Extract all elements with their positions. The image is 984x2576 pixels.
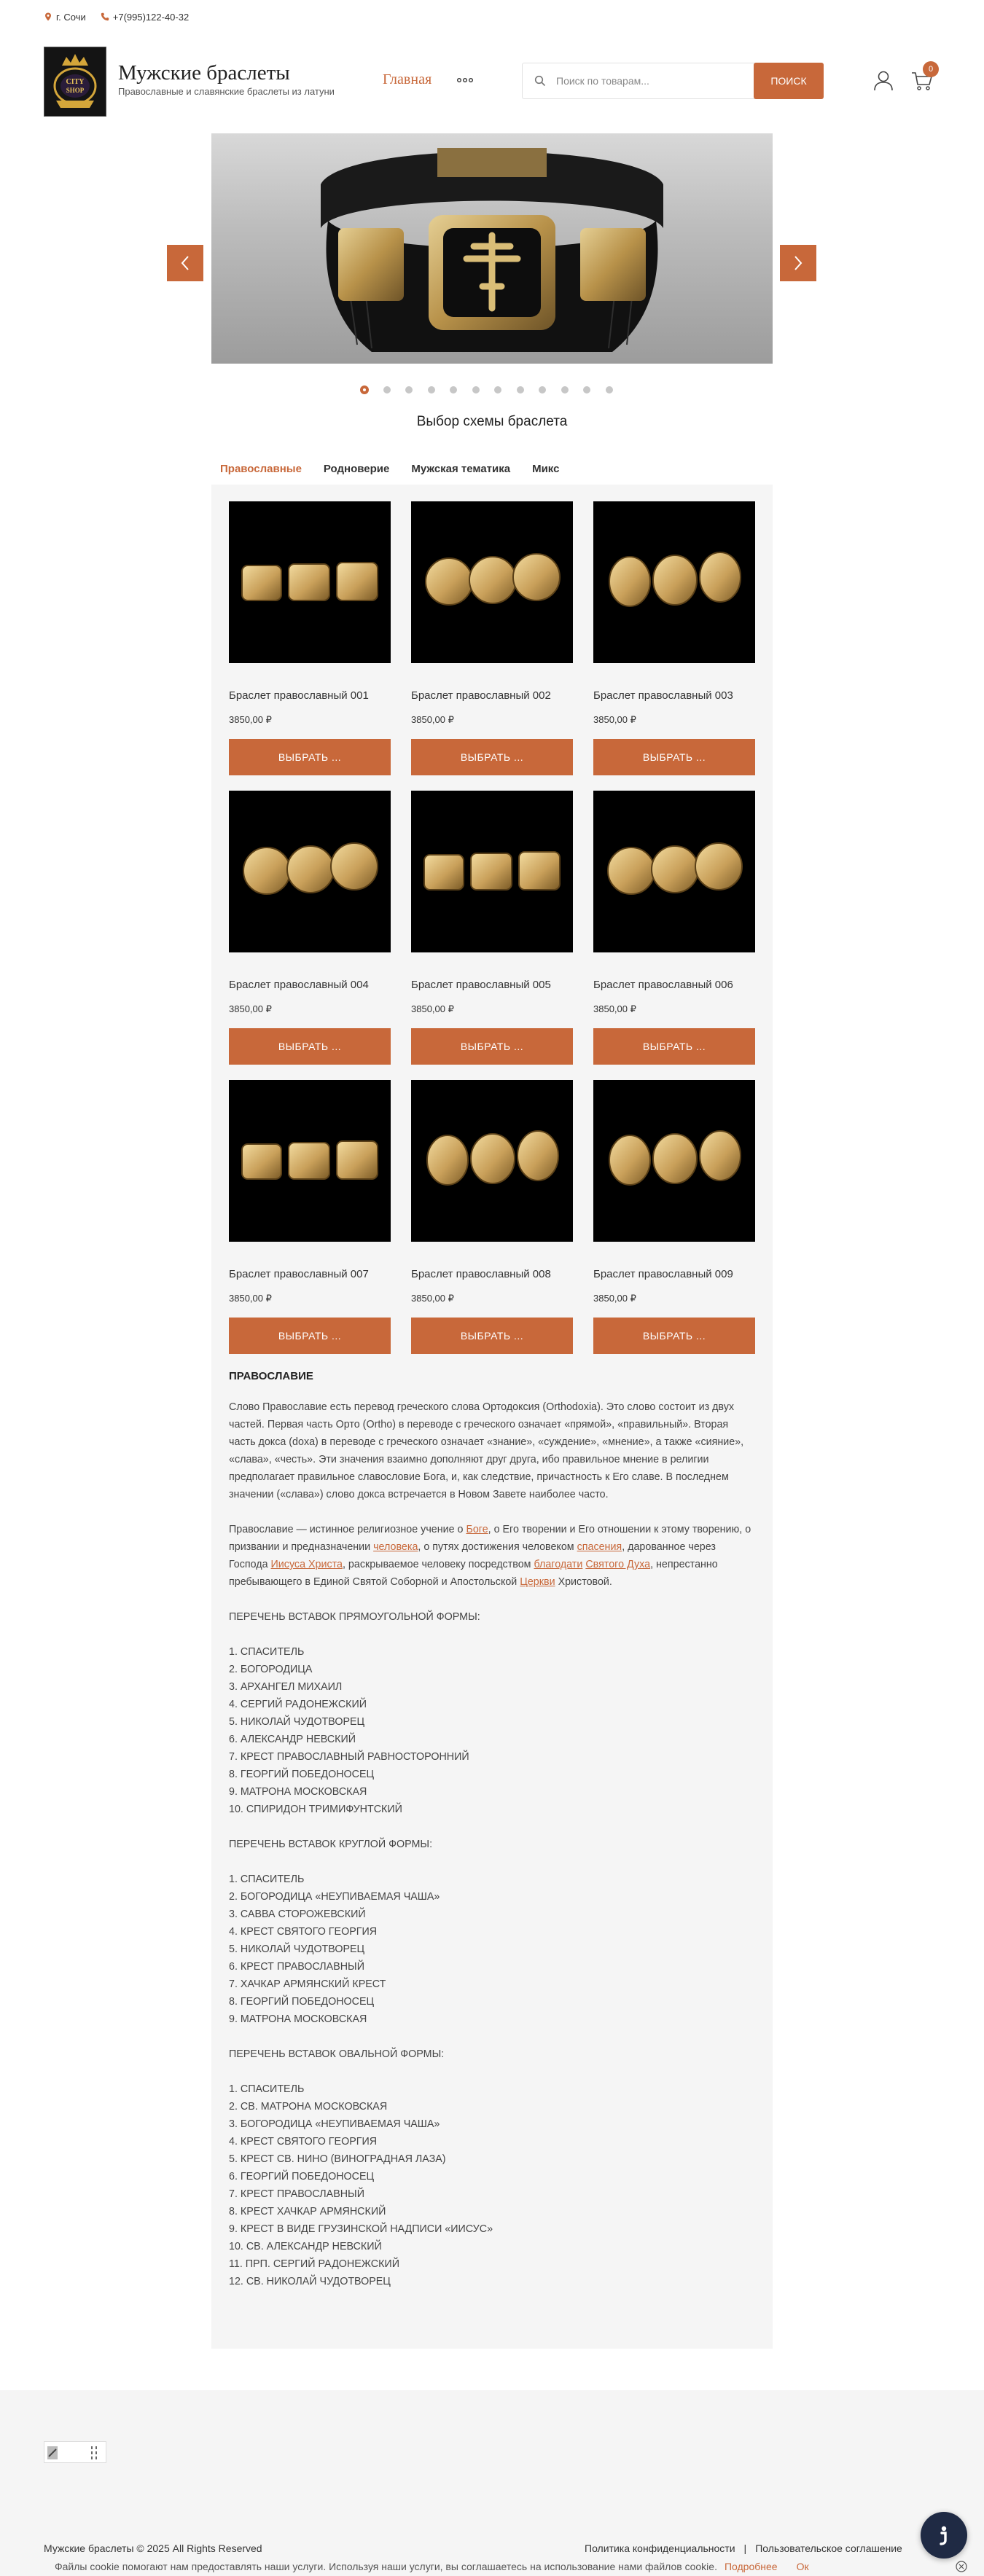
- list-item: 5. КРЕСТ СВ. НИНО (ВИНОГРАДНАЯ ЛАЗА): [229, 2153, 446, 2165]
- text-fragment: Православие — истинное религиозное учение о: [229, 1524, 466, 1535]
- select-product-button[interactable]: ВЫБРАТЬ ...: [229, 1028, 391, 1065]
- link-jesus-christ[interactable]: Иисуса Христа: [270, 1559, 343, 1570]
- counter-widget-icon: [44, 2442, 107, 2464]
- footer-widget[interactable]: [44, 2441, 106, 2463]
- list-item: 3. САВВА СТОРОЖЕВСКИЙ: [229, 1908, 366, 1920]
- product-card: [593, 501, 755, 763]
- list-item: 2. БОГОРОДИЦА «НЕУПИВАЕМАЯ ЧАША»: [229, 1891, 440, 1903]
- slider-dot[interactable]: [428, 386, 435, 394]
- list-item: 9. МАТРОНА МОСКОВСКАЯ: [229, 1786, 367, 1798]
- footer-copyright: Мужские браслеты © 2025 All Rights Reserved: [44, 2542, 262, 2554]
- svg-text:CITY: CITY: [66, 78, 85, 86]
- list-item: 7. КРЕСТ ПРАВОСЛАВНЫЙ: [229, 2188, 364, 2200]
- product-card: [229, 791, 391, 1052]
- list-item: 12. СВ. НИКОЛАЙ ЧУДОТВОРЕЦ: [229, 2276, 391, 2287]
- search-button[interactable]: ПОИСК: [754, 63, 824, 99]
- product-name[interactable]: Браслет православный 005: [411, 979, 551, 991]
- list-item: 5. НИКОЛАЙ ЧУДОТВОРЕЦ: [229, 1716, 365, 1728]
- select-product-button[interactable]: ВЫБРАТЬ ...: [411, 739, 573, 775]
- product-name[interactable]: Браслет православный 009: [593, 1268, 733, 1280]
- list-item: 7. ХАЧКАР АРМЯНСКИЙ КРЕСТ: [229, 1978, 386, 1990]
- text-fragment: , о путях достижения человеком: [418, 1541, 577, 1553]
- cookie-text: Файлы cookie помогают нам предоставлять наши услуги. Используя наши услуги, вы соглашаетесь на использование нами файлов cookie.: [55, 2560, 717, 2572]
- cart-count-badge: 0: [923, 61, 939, 77]
- brand-block: [118, 61, 335, 97]
- slider-dots: [361, 386, 628, 394]
- select-product-button[interactable]: ВЫБРАТЬ ...: [593, 1028, 755, 1065]
- link-salvation[interactable]: спасения: [577, 1541, 622, 1553]
- product-price: 3850,00 ₽: [593, 714, 636, 725]
- list-item: 8. ГЕОРГИЙ ПОБЕДОНОСЕЦ: [229, 1996, 375, 2008]
- text-fragment: , о Его творении и Его отношении к этому творению, о призвании и предназначении: [229, 1524, 751, 1553]
- product-name[interactable]: Браслет православный 002: [411, 689, 551, 702]
- text-fragment: Христовой.: [555, 1576, 612, 1588]
- product-card: [411, 791, 573, 1052]
- product-image[interactable]: [229, 501, 391, 663]
- select-product-button[interactable]: ВЫБРАТЬ ...: [411, 1318, 573, 1354]
- list-item: 3. АРХАНГЕЛ МИХАИЛ: [229, 1681, 343, 1693]
- product-image[interactable]: [593, 1080, 755, 1242]
- list-item: 4. КРЕСТ СВЯТОГО ГЕОРГИЯ: [229, 2136, 378, 2148]
- terms-link[interactable]: Пользовательское соглашение: [755, 2542, 902, 2554]
- list-item: 9. КРЕСТ В ВИДЕ ГРУЗИНСКОЙ НАДПИСИ «ИИСУС»: [229, 2223, 493, 2235]
- select-product-button[interactable]: ВЫБРАТЬ ...: [411, 1028, 573, 1065]
- product-card: [411, 501, 573, 763]
- list-round-title: ПЕРЕЧЕНЬ ВСТАВОК КРУГЛОЙ ФОРМЫ:: [229, 1839, 433, 1850]
- product-name[interactable]: Браслет православный 004: [229, 979, 369, 991]
- slider-dot[interactable]: [361, 386, 368, 394]
- search-input[interactable]: [556, 75, 768, 87]
- product-image[interactable]: [229, 791, 391, 952]
- site-title[interactable]: Мужские браслеты: [118, 61, 290, 85]
- product-image[interactable]: [593, 501, 755, 663]
- product-name[interactable]: Браслет православный 003: [593, 689, 733, 702]
- city-info: [44, 12, 86, 23]
- chat-icon: [936, 2524, 952, 2546]
- slider-dot[interactable]: [539, 386, 546, 394]
- chevron-left-icon: [179, 255, 191, 271]
- city-label: г. Сочи: [56, 11, 86, 23]
- list-item: 3. БОГОРОДИЦА «НЕУПИВАЕМАЯ ЧАША»: [229, 2118, 440, 2130]
- list-item: 8. ГЕОРГИЙ ПОБЕДОНОСЕЦ: [229, 1769, 375, 1780]
- svg-text:SHOP: SHOP: [66, 87, 85, 94]
- phone-icon: [101, 12, 109, 21]
- link-god[interactable]: Боге: [466, 1524, 488, 1535]
- bracelet-photo: [211, 133, 773, 364]
- cookie-banner: [0, 2556, 984, 2576]
- list-item: 6. АЛЕКСАНДР НЕВСКИЙ: [229, 1734, 356, 1745]
- product-image[interactable]: [411, 501, 573, 663]
- site-logo[interactable]: [44, 47, 106, 117]
- product-price: 3850,00 ₽: [411, 1293, 454, 1304]
- list-round: [229, 1871, 755, 2028]
- tab-orthodox[interactable]: Православные: [220, 463, 302, 475]
- section-title: Выбор схемы браслета: [416, 414, 568, 429]
- site-header: [44, 45, 940, 118]
- search-box: [522, 63, 783, 99]
- text-fragment: , непрестанно пребывающего в Единой Святой Соборной и Апостольской: [229, 1559, 718, 1588]
- list-rectangular: [229, 1643, 755, 1818]
- text-fragment: , раскрываемое человеку посредством: [342, 1559, 534, 1570]
- link-church[interactable]: Церкви: [520, 1576, 555, 1588]
- list-item: 1. СПАСИТЕЛЬ: [229, 2083, 305, 2095]
- product-name[interactable]: Браслет православный 006: [593, 979, 733, 991]
- slider-dot[interactable]: [561, 386, 569, 394]
- list-item: 6. ГЕОРГИЙ ПОБЕДОНОСЕЦ: [229, 2171, 375, 2182]
- crown-logo-icon: [46, 50, 104, 114]
- product-price: 3850,00 ₽: [593, 1003, 636, 1014]
- list-item: 1. СПАСИТЕЛЬ: [229, 1874, 305, 1885]
- text-fragment: , дарованное через Господа: [229, 1541, 716, 1570]
- site-subtitle: Православные и славянские браслеты из латуни: [118, 86, 335, 97]
- slider-dot[interactable]: [383, 386, 391, 394]
- select-product-button[interactable]: ВЫБРАТЬ ...: [593, 1318, 755, 1354]
- tab-rodnoverie[interactable]: Родноверие: [323, 463, 390, 475]
- product-image[interactable]: [229, 1080, 391, 1242]
- product-name[interactable]: Браслет православный 008: [411, 1268, 551, 1280]
- product-name[interactable]: Браслет православный 007: [229, 1268, 369, 1280]
- list-item: 8. КРЕСТ ХАЧКАР АРМЯНСКИЙ: [229, 2206, 386, 2217]
- slider-next-button[interactable]: [780, 245, 816, 281]
- slider-prev-button[interactable]: [167, 245, 203, 281]
- link-human[interactable]: человека: [373, 1541, 418, 1553]
- product-card: [411, 1080, 573, 1342]
- list-rectangular-title: ПЕРЕЧЕНЬ ВСТАВОК ПРЯМОУГОЛЬНОЙ ФОРМЫ:: [229, 1611, 480, 1623]
- product-price: 3850,00 ₽: [229, 1003, 272, 1014]
- list-item: 7. КРЕСТ ПРАВОСЛАВНЫЙ РАВНОСТОРОННИЙ: [229, 1751, 469, 1763]
- list-item: 1. СПАСИТЕЛЬ: [229, 1646, 305, 1658]
- slider-dot[interactable]: [606, 386, 613, 394]
- select-product-button[interactable]: ВЫБРАТЬ ...: [229, 1318, 391, 1354]
- close-icon[interactable]: [956, 2561, 967, 2572]
- footer-links: [585, 2542, 902, 2554]
- product-image[interactable]: [593, 791, 755, 952]
- list-oval-title: ПЕРЕЧЕНЬ ВСТАВОК ОВАЛЬНОЙ ФОРМЫ:: [229, 2048, 445, 2060]
- slider-dot[interactable]: [494, 386, 501, 394]
- select-product-button[interactable]: ВЫБРАТЬ ...: [593, 739, 755, 775]
- product-image[interactable]: [411, 791, 573, 952]
- product-card: [593, 1080, 755, 1342]
- select-product-button[interactable]: ВЫБРАТЬ ...: [229, 739, 391, 775]
- list-item: 4. СЕРГИЙ РАДОНЕЖСКИЙ: [229, 1699, 367, 1710]
- list-item: 11. ПРП. СЕРГИЙ РАДОНЕЖСКИЙ: [229, 2258, 399, 2270]
- list-item: 4. КРЕСТ СВЯТОГО ГЕОРГИЯ: [229, 1926, 378, 1938]
- privacy-policy-link[interactable]: Политика конфиденциальности: [585, 2542, 735, 2554]
- product-name[interactable]: Браслет православный 001: [229, 689, 369, 702]
- footer-separator: |: [743, 2542, 747, 2554]
- product-card: [593, 791, 755, 1052]
- tab-mens-theme[interactable]: Мужская тематика: [411, 463, 511, 475]
- list-item: 10. СПИРИДОН ТРИМИФУНТСКИЙ: [229, 1804, 402, 1815]
- list-item: 6. КРЕСТ ПРАВОСЛАВНЫЙ: [229, 1961, 364, 1973]
- article-heading: ПРАВОСЛАВИЕ: [229, 1370, 313, 1382]
- user-account-icon[interactable]: [873, 70, 894, 92]
- article-paragraph-2: [229, 1521, 755, 1591]
- product-image[interactable]: [411, 1080, 573, 1242]
- article-orthodoxy: [229, 1368, 755, 2308]
- list-item: 5. НИКОЛАЙ ЧУДОТВОРЕЦ: [229, 1943, 365, 1955]
- phone-info[interactable]: [101, 12, 189, 23]
- topbar: [44, 9, 189, 25]
- hero-slider[interactable]: [211, 133, 773, 364]
- slider-dot[interactable]: [450, 386, 457, 394]
- slider-dot[interactable]: [583, 386, 590, 394]
- chevron-right-icon: [792, 255, 804, 271]
- link-grace[interactable]: благодати: [534, 1559, 583, 1570]
- product-price: 3850,00 ₽: [411, 714, 454, 725]
- product-card: [229, 1080, 391, 1342]
- nav-home-link[interactable]: Главная: [383, 71, 432, 87]
- category-tabs: [220, 463, 559, 475]
- slider-dot[interactable]: [472, 386, 480, 394]
- chat-widget-button[interactable]: [921, 2512, 967, 2559]
- product-price: 3850,00 ₽: [229, 1293, 272, 1304]
- product-price: 3850,00 ₽: [593, 1293, 636, 1304]
- slider-dot[interactable]: [517, 386, 524, 394]
- tab-mix[interactable]: Микс: [532, 463, 560, 475]
- list-item: 9. МАТРОНА МОСКОВСКАЯ: [229, 2013, 367, 2025]
- product-price: 3850,00 ₽: [229, 714, 272, 725]
- list-item: 10. СВ. АЛЕКСАНДР НЕВСКИЙ: [229, 2241, 382, 2252]
- list-item: 2. БОГОРОДИЦА: [229, 1664, 313, 1675]
- product-card: [229, 501, 391, 763]
- slider-dot[interactable]: [405, 386, 413, 394]
- phone-number[interactable]: +7(995)122-40-32: [112, 11, 190, 23]
- link-holy-spirit[interactable]: Святого Духа: [585, 1559, 651, 1570]
- more-dots-icon[interactable]: [456, 76, 474, 85]
- article-paragraph-1: Слово Православие есть перевод греческого слова Ортодоксия (Orthodoxia). Это слово состоит из двух частей. Первая часть Орто (Ortho) в переводе с греческого означает «прямой», «правильный». Вторая часть докса (doxa) в переводе с греческого означает «знание», «суждение», «мнение», а также «сияние», «слава», «честь». Эти значения взаимно дополняют друг друга, ибо правильное мнение в религии предполагает правильное славословие Бога, и, как следствие, причастность к Его славе. В последнем значении («слава») слово докса встречается в Новом Завете наиболее часто.: [229, 1401, 744, 1500]
- list-item: 2. СВ. МАТРОНА МОСКОВСКАЯ: [229, 2101, 388, 2113]
- cookie-more-link[interactable]: Подробнее: [724, 2560, 778, 2572]
- list-oval: [229, 2080, 755, 2290]
- location-pin-icon: [44, 12, 52, 21]
- cookie-ok-button[interactable]: Ок: [796, 2560, 809, 2572]
- search-icon: [534, 75, 546, 87]
- product-price: 3850,00 ₽: [411, 1003, 454, 1014]
